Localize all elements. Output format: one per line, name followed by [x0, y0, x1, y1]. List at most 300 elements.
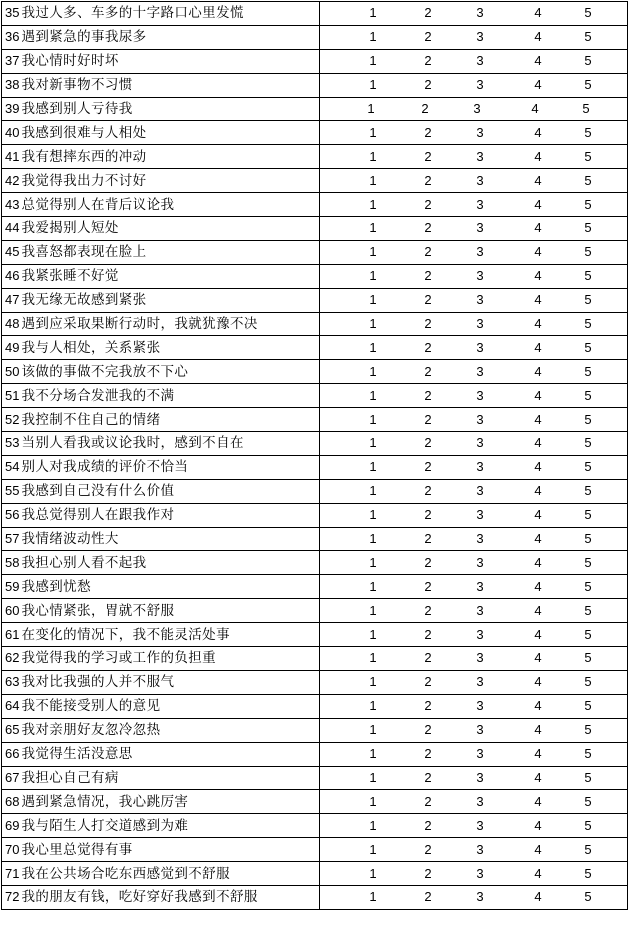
question-text: 当别人看我或议论我时，感到不自在: [21, 435, 244, 452]
rating-option-3[interactable]: 3: [476, 554, 484, 570]
rating-option-1[interactable]: 1: [369, 531, 377, 547]
question-text-cell: [2, 49, 320, 73]
question-text: 我对新事物不习惯: [21, 77, 133, 94]
question-row: [2, 503, 628, 527]
questionnaire-rows: [2, 2, 628, 910]
question-row: [2, 264, 628, 288]
rating-option-3[interactable]: 3: [476, 793, 484, 809]
question-number: 70: [5, 841, 20, 857]
rating-options-cell: [320, 551, 628, 575]
question-text: 该做的事做不完我放不下心: [21, 363, 189, 380]
rating-option-5[interactable]: 5: [584, 244, 592, 260]
question-number: 36: [5, 29, 20, 45]
rating-option-5[interactable]: 5: [584, 124, 592, 140]
rating-option-4[interactable]: 4: [534, 865, 542, 881]
question-text-cell: [2, 742, 320, 766]
question-text: 我担心别人看不起我: [21, 554, 147, 571]
question-text-cell: [2, 240, 320, 264]
rating-option-1[interactable]: 1: [369, 722, 377, 738]
rating-option-1[interactable]: 1: [369, 148, 377, 164]
rating-option-2[interactable]: 2: [424, 722, 432, 738]
rating-options-cell: [320, 527, 628, 551]
rating-option-4[interactable]: 4: [534, 5, 542, 21]
question-number: 58: [5, 554, 20, 570]
rating-option-4[interactable]: 4: [534, 363, 542, 379]
rating-option-1[interactable]: 1: [369, 292, 377, 308]
question-row: [2, 527, 628, 551]
rating-option-1[interactable]: 1: [369, 889, 377, 905]
rating-option-3[interactable]: 3: [476, 220, 484, 236]
questionnaire-table: [1, 1, 628, 910]
rating-option-4[interactable]: 4: [531, 101, 539, 116]
rating-option-2[interactable]: 2: [424, 698, 432, 714]
question-text: 别人对我成绩的评价不恰当: [21, 459, 189, 476]
rating-option-1[interactable]: 1: [369, 674, 377, 690]
question-number: 60: [5, 602, 20, 618]
rating-option-2[interactable]: 2: [424, 507, 432, 523]
question-row: [2, 862, 628, 886]
rating-option-3[interactable]: 3: [476, 124, 484, 140]
question-number: 64: [5, 698, 20, 714]
rating-option-2[interactable]: 2: [424, 77, 432, 93]
rating-option-3[interactable]: 3: [476, 53, 484, 69]
rating-option-2[interactable]: 2: [424, 746, 432, 762]
question-number: 44: [5, 220, 20, 236]
rating-options-cell: [320, 384, 628, 408]
rating-option-2[interactable]: 2: [424, 578, 432, 594]
rating-option-5[interactable]: 5: [584, 411, 592, 427]
question-number: 67: [5, 769, 20, 785]
rating-option-2[interactable]: 2: [424, 148, 432, 164]
rating-options-cell: [320, 432, 628, 456]
rating-option-5[interactable]: 5: [584, 148, 592, 164]
rating-option-5[interactable]: 5: [584, 77, 592, 93]
rating-option-1[interactable]: 1: [369, 363, 377, 379]
rating-option-1[interactable]: 1: [369, 698, 377, 714]
rating-option-2[interactable]: 2: [424, 268, 432, 284]
rating-option-3[interactable]: 3: [476, 817, 484, 833]
rating-option-4[interactable]: 4: [534, 316, 542, 332]
rating-option-2[interactable]: 2: [424, 220, 432, 236]
question-number: 61: [5, 626, 20, 642]
rating-option-4[interactable]: 4: [534, 268, 542, 284]
question-text: 遇到应采取果断行动时，我就犹豫不决: [21, 316, 258, 333]
rating-option-1[interactable]: 1: [369, 650, 377, 666]
rating-option-5[interactable]: 5: [584, 29, 592, 45]
rating-option-1[interactable]: 1: [369, 339, 377, 355]
question-text: 我有想摔东西的冲动: [21, 148, 147, 165]
rating-option-1[interactable]: 1: [369, 220, 377, 236]
rating-option-2[interactable]: 2: [424, 387, 432, 403]
question-row: [2, 432, 628, 456]
rating-option-4[interactable]: 4: [534, 793, 542, 809]
rating-option-1[interactable]: 1: [369, 769, 377, 785]
question-text-cell: [2, 862, 320, 886]
rating-option-3[interactable]: 3: [476, 435, 484, 451]
rating-option-3[interactable]: 3: [476, 531, 484, 547]
question-row: [2, 360, 628, 384]
rating-option-3[interactable]: 3: [476, 769, 484, 785]
rating-option-1[interactable]: 1: [369, 435, 377, 451]
question-text-cell: [2, 838, 320, 862]
rating-option-4[interactable]: 4: [534, 220, 542, 236]
question-text-cell: [2, 217, 320, 241]
rating-option-2[interactable]: 2: [424, 650, 432, 666]
question-row: [2, 479, 628, 503]
rating-option-4[interactable]: 4: [534, 554, 542, 570]
rating-option-2[interactable]: 2: [424, 817, 432, 833]
question-text-cell: [2, 145, 320, 169]
rating-option-3[interactable]: 3: [476, 674, 484, 690]
rating-option-3[interactable]: 3: [476, 268, 484, 284]
question-text: 我心情时好时坏: [21, 53, 119, 70]
rating-option-3[interactable]: 3: [476, 650, 484, 666]
question-number: 48: [5, 316, 20, 332]
rating-options-cell: [320, 694, 628, 718]
question-text: 我心情紧张，胃就不舒服: [21, 602, 175, 619]
rating-option-1[interactable]: 1: [369, 554, 377, 570]
rating-option-3[interactable]: 3: [473, 101, 481, 116]
rating-option-1[interactable]: 1: [369, 268, 377, 284]
rating-option-3[interactable]: 3: [476, 865, 484, 881]
rating-option-5[interactable]: 5: [584, 865, 592, 881]
question-number: 35: [5, 5, 20, 21]
rating-option-1[interactable]: 1: [369, 29, 377, 45]
rating-option-5[interactable]: 5: [584, 507, 592, 523]
rating-option-4[interactable]: 4: [534, 459, 542, 475]
question-row: [2, 455, 628, 479]
rating-option-3[interactable]: 3: [476, 339, 484, 355]
rating-options-cell: [320, 455, 628, 479]
question-text-cell: [2, 312, 320, 336]
rating-option-3[interactable]: 3: [476, 387, 484, 403]
rating-option-3[interactable]: 3: [476, 841, 484, 857]
rating-option-2[interactable]: 2: [424, 769, 432, 785]
question-text-cell: [2, 2, 320, 26]
rating-option-4[interactable]: 4: [534, 602, 542, 618]
question-row: [2, 838, 628, 862]
rating-option-5[interactable]: 5: [584, 793, 592, 809]
rating-option-1[interactable]: 1: [369, 5, 377, 21]
rating-option-2[interactable]: 2: [424, 531, 432, 547]
rating-option-5[interactable]: 5: [584, 817, 592, 833]
question-number: 65: [5, 722, 20, 738]
question-text-cell: [2, 551, 320, 575]
rating-option-2[interactable]: 2: [424, 292, 432, 308]
question-text: 我无缘无故感到紧张: [21, 292, 147, 309]
question-text-cell: [2, 790, 320, 814]
rating-option-4[interactable]: 4: [534, 29, 542, 45]
rating-option-3[interactable]: 3: [476, 483, 484, 499]
rating-option-3[interactable]: 3: [476, 459, 484, 475]
rating-option-5[interactable]: 5: [584, 889, 592, 905]
rating-option-2[interactable]: 2: [424, 841, 432, 857]
rating-option-4[interactable]: 4: [534, 817, 542, 833]
rating-option-2[interactable]: 2: [424, 5, 432, 21]
question-number: 69: [5, 817, 20, 833]
question-text: 我感到忧愁: [21, 578, 91, 595]
question-number: 72: [5, 889, 20, 905]
rating-option-1[interactable]: 1: [369, 387, 377, 403]
question-text-cell: [2, 288, 320, 312]
rating-option-2[interactable]: 2: [424, 411, 432, 427]
rating-option-1[interactable]: 1: [367, 101, 375, 116]
question-text-cell: [2, 599, 320, 623]
rating-options-cell: [320, 885, 628, 909]
question-text: 我觉得我出力不讨好: [21, 172, 147, 189]
rating-option-3[interactable]: 3: [476, 148, 484, 164]
question-text: 我过人多、车多的十字路口心里发慌: [21, 5, 244, 22]
rating-option-4[interactable]: 4: [534, 507, 542, 523]
rating-option-1[interactable]: 1: [369, 817, 377, 833]
rating-option-4[interactable]: 4: [534, 626, 542, 642]
rating-option-3[interactable]: 3: [476, 29, 484, 45]
question-row: [2, 73, 628, 97]
rating-option-3[interactable]: 3: [476, 722, 484, 738]
rating-option-1[interactable]: 1: [369, 602, 377, 618]
rating-option-5[interactable]: 5: [584, 602, 592, 618]
rating-option-5[interactable]: 5: [584, 53, 592, 69]
rating-option-4[interactable]: 4: [534, 196, 542, 212]
rating-option-4[interactable]: 4: [534, 53, 542, 69]
rating-option-2[interactable]: 2: [424, 196, 432, 212]
rating-option-3[interactable]: 3: [476, 411, 484, 427]
rating-option-3[interactable]: 3: [476, 746, 484, 762]
rating-option-4[interactable]: 4: [534, 841, 542, 857]
rating-option-4[interactable]: 4: [534, 483, 542, 499]
rating-option-1[interactable]: 1: [369, 841, 377, 857]
question-number: 54: [5, 459, 20, 475]
rating-option-4[interactable]: 4: [534, 578, 542, 594]
question-text-cell: [2, 432, 320, 456]
rating-options-cell: [320, 145, 628, 169]
question-row: [2, 169, 628, 193]
rating-option-3[interactable]: 3: [476, 196, 484, 212]
question-text: 我感到别人亏待我: [21, 101, 133, 117]
rating-option-5[interactable]: 5: [584, 769, 592, 785]
rating-option-3[interactable]: 3: [476, 172, 484, 188]
rating-option-3[interactable]: 3: [476, 602, 484, 618]
rating-option-5[interactable]: 5: [582, 101, 590, 116]
rating-option-5[interactable]: 5: [584, 531, 592, 547]
rating-options-cell: [320, 623, 628, 647]
rating-option-5[interactable]: 5: [584, 698, 592, 714]
rating-options-cell: [320, 742, 628, 766]
rating-option-2[interactable]: 2: [421, 101, 429, 116]
rating-option-4[interactable]: 4: [534, 698, 542, 714]
rating-option-3[interactable]: 3: [476, 578, 484, 594]
rating-option-4[interactable]: 4: [534, 531, 542, 547]
rating-option-2[interactable]: 2: [424, 793, 432, 809]
rating-option-1[interactable]: 1: [369, 483, 377, 499]
rating-option-4[interactable]: 4: [534, 292, 542, 308]
question-text: 我对比我强的人并不服气: [21, 674, 175, 691]
rating-option-2[interactable]: 2: [424, 316, 432, 332]
question-text: 我对亲朋好友忽冷忽热: [21, 722, 161, 739]
question-row: [2, 694, 628, 718]
question-text-cell: [2, 97, 320, 121]
rating-option-3[interactable]: 3: [476, 5, 484, 21]
rating-option-5[interactable]: 5: [584, 220, 592, 236]
question-text-cell: [2, 479, 320, 503]
rating-options-cell: [320, 217, 628, 241]
rating-option-5[interactable]: 5: [584, 459, 592, 475]
rating-option-1[interactable]: 1: [369, 746, 377, 762]
rating-option-3[interactable]: 3: [476, 363, 484, 379]
question-row: [2, 599, 628, 623]
question-text: 在变化的情况下，我不能灵活处事: [21, 626, 230, 643]
rating-option-5[interactable]: 5: [584, 316, 592, 332]
question-text-cell: [2, 885, 320, 909]
rating-option-5[interactable]: 5: [584, 841, 592, 857]
rating-option-3[interactable]: 3: [476, 889, 484, 905]
question-row: [2, 336, 628, 360]
rating-option-3[interactable]: 3: [476, 316, 484, 332]
rating-option-4[interactable]: 4: [534, 674, 542, 690]
question-number: 62: [5, 650, 20, 666]
question-row: [2, 766, 628, 790]
rating-option-5[interactable]: 5: [584, 5, 592, 21]
rating-option-1[interactable]: 1: [369, 77, 377, 93]
rating-option-1[interactable]: 1: [369, 411, 377, 427]
rating-option-1[interactable]: 1: [369, 196, 377, 212]
rating-option-4[interactable]: 4: [534, 411, 542, 427]
question-row: [2, 885, 628, 909]
rating-option-5[interactable]: 5: [584, 196, 592, 212]
rating-options-cell: [320, 121, 628, 145]
question-number: 42: [5, 172, 20, 188]
rating-option-5[interactable]: 5: [584, 387, 592, 403]
rating-option-5[interactable]: 5: [584, 339, 592, 355]
rating-option-2[interactable]: 2: [424, 435, 432, 451]
question-text-cell: [2, 73, 320, 97]
rating-option-4[interactable]: 4: [534, 244, 542, 260]
question-number: 46: [5, 268, 20, 284]
rating-option-1[interactable]: 1: [369, 865, 377, 881]
rating-option-5[interactable]: 5: [584, 626, 592, 642]
rating-option-4[interactable]: 4: [534, 769, 542, 785]
rating-option-4[interactable]: 4: [534, 387, 542, 403]
rating-option-3[interactable]: 3: [476, 507, 484, 523]
rating-option-5[interactable]: 5: [584, 722, 592, 738]
rating-option-1[interactable]: 1: [369, 124, 377, 140]
question-text-cell: [2, 264, 320, 288]
rating-option-3[interactable]: 3: [476, 77, 484, 93]
rating-option-1[interactable]: 1: [369, 172, 377, 188]
rating-option-5[interactable]: 5: [584, 554, 592, 570]
rating-option-5[interactable]: 5: [584, 292, 592, 308]
rating-options-cell: [320, 838, 628, 862]
rating-option-1[interactable]: 1: [369, 793, 377, 809]
rating-option-2[interactable]: 2: [424, 865, 432, 881]
question-text: 我在公共场合吃东西感觉到不舒服: [21, 865, 230, 882]
question-text-cell: [2, 169, 320, 193]
rating-option-2[interactable]: 2: [424, 172, 432, 188]
rating-option-3[interactable]: 3: [476, 698, 484, 714]
rating-option-2[interactable]: 2: [424, 363, 432, 379]
rating-option-4[interactable]: 4: [534, 339, 542, 355]
rating-option-1[interactable]: 1: [369, 459, 377, 475]
rating-option-4[interactable]: 4: [534, 124, 542, 140]
rating-option-1[interactable]: 1: [369, 244, 377, 260]
rating-option-5[interactable]: 5: [584, 363, 592, 379]
rating-option-4[interactable]: 4: [534, 746, 542, 762]
question-row: [2, 790, 628, 814]
question-row: [2, 575, 628, 599]
rating-option-1[interactable]: 1: [369, 316, 377, 332]
rating-option-2[interactable]: 2: [424, 483, 432, 499]
question-number: 59: [5, 578, 20, 594]
question-text: 我总觉得别人在跟我作对: [21, 507, 175, 524]
rating-option-5[interactable]: 5: [584, 674, 592, 690]
rating-option-2[interactable]: 2: [424, 459, 432, 475]
rating-option-4[interactable]: 4: [534, 722, 542, 738]
question-row: [2, 288, 628, 312]
rating-option-2[interactable]: 2: [424, 554, 432, 570]
rating-option-1[interactable]: 1: [369, 53, 377, 69]
rating-options-cell: [320, 718, 628, 742]
rating-option-5[interactable]: 5: [584, 650, 592, 666]
rating-option-4[interactable]: 4: [534, 148, 542, 164]
rating-option-3[interactable]: 3: [476, 244, 484, 260]
rating-option-5[interactable]: 5: [584, 268, 592, 284]
rating-option-1[interactable]: 1: [369, 626, 377, 642]
rating-option-1[interactable]: 1: [369, 507, 377, 523]
rating-option-2[interactable]: 2: [424, 244, 432, 260]
question-row: [2, 217, 628, 241]
rating-option-2[interactable]: 2: [424, 889, 432, 905]
question-number: 49: [5, 339, 20, 355]
question-text-cell: [2, 193, 320, 217]
rating-option-4[interactable]: 4: [534, 172, 542, 188]
rating-option-5[interactable]: 5: [584, 435, 592, 451]
rating-options-cell: [320, 2, 628, 26]
rating-options-cell: [320, 575, 628, 599]
rating-option-2[interactable]: 2: [424, 339, 432, 355]
rating-option-2[interactable]: 2: [424, 674, 432, 690]
rating-option-4[interactable]: 4: [534, 650, 542, 666]
rating-option-4[interactable]: 4: [534, 435, 542, 451]
rating-option-4[interactable]: 4: [534, 77, 542, 93]
rating-option-2[interactable]: 2: [424, 124, 432, 140]
rating-option-2[interactable]: 2: [424, 29, 432, 45]
question-text: 我与陌生人打交道感到为难: [21, 817, 189, 834]
rating-option-2[interactable]: 2: [424, 602, 432, 618]
question-row: [2, 97, 628, 121]
question-text: 我心里总觉得有事: [21, 841, 133, 858]
rating-option-4[interactable]: 4: [534, 889, 542, 905]
rating-options-cell: [320, 766, 628, 790]
question-text: 我感到自己没有什么价值: [21, 483, 175, 500]
rating-option-2[interactable]: 2: [424, 53, 432, 69]
rating-option-5[interactable]: 5: [584, 578, 592, 594]
rating-options-cell: [320, 193, 628, 217]
question-text-cell: [2, 575, 320, 599]
rating-option-5[interactable]: 5: [584, 746, 592, 762]
rating-option-5[interactable]: 5: [584, 172, 592, 188]
rating-option-3[interactable]: 3: [476, 626, 484, 642]
rating-options-cell: [320, 503, 628, 527]
rating-options-cell: [320, 49, 628, 73]
question-row: [2, 551, 628, 575]
rating-option-1[interactable]: 1: [369, 578, 377, 594]
question-text: 我爱揭别人短处: [21, 220, 119, 237]
rating-option-5[interactable]: 5: [584, 483, 592, 499]
rating-options-cell: [320, 599, 628, 623]
rating-option-3[interactable]: 3: [476, 292, 484, 308]
question-text: 我觉得我的学习或工作的负担重: [21, 650, 217, 667]
rating-option-2[interactable]: 2: [424, 626, 432, 642]
